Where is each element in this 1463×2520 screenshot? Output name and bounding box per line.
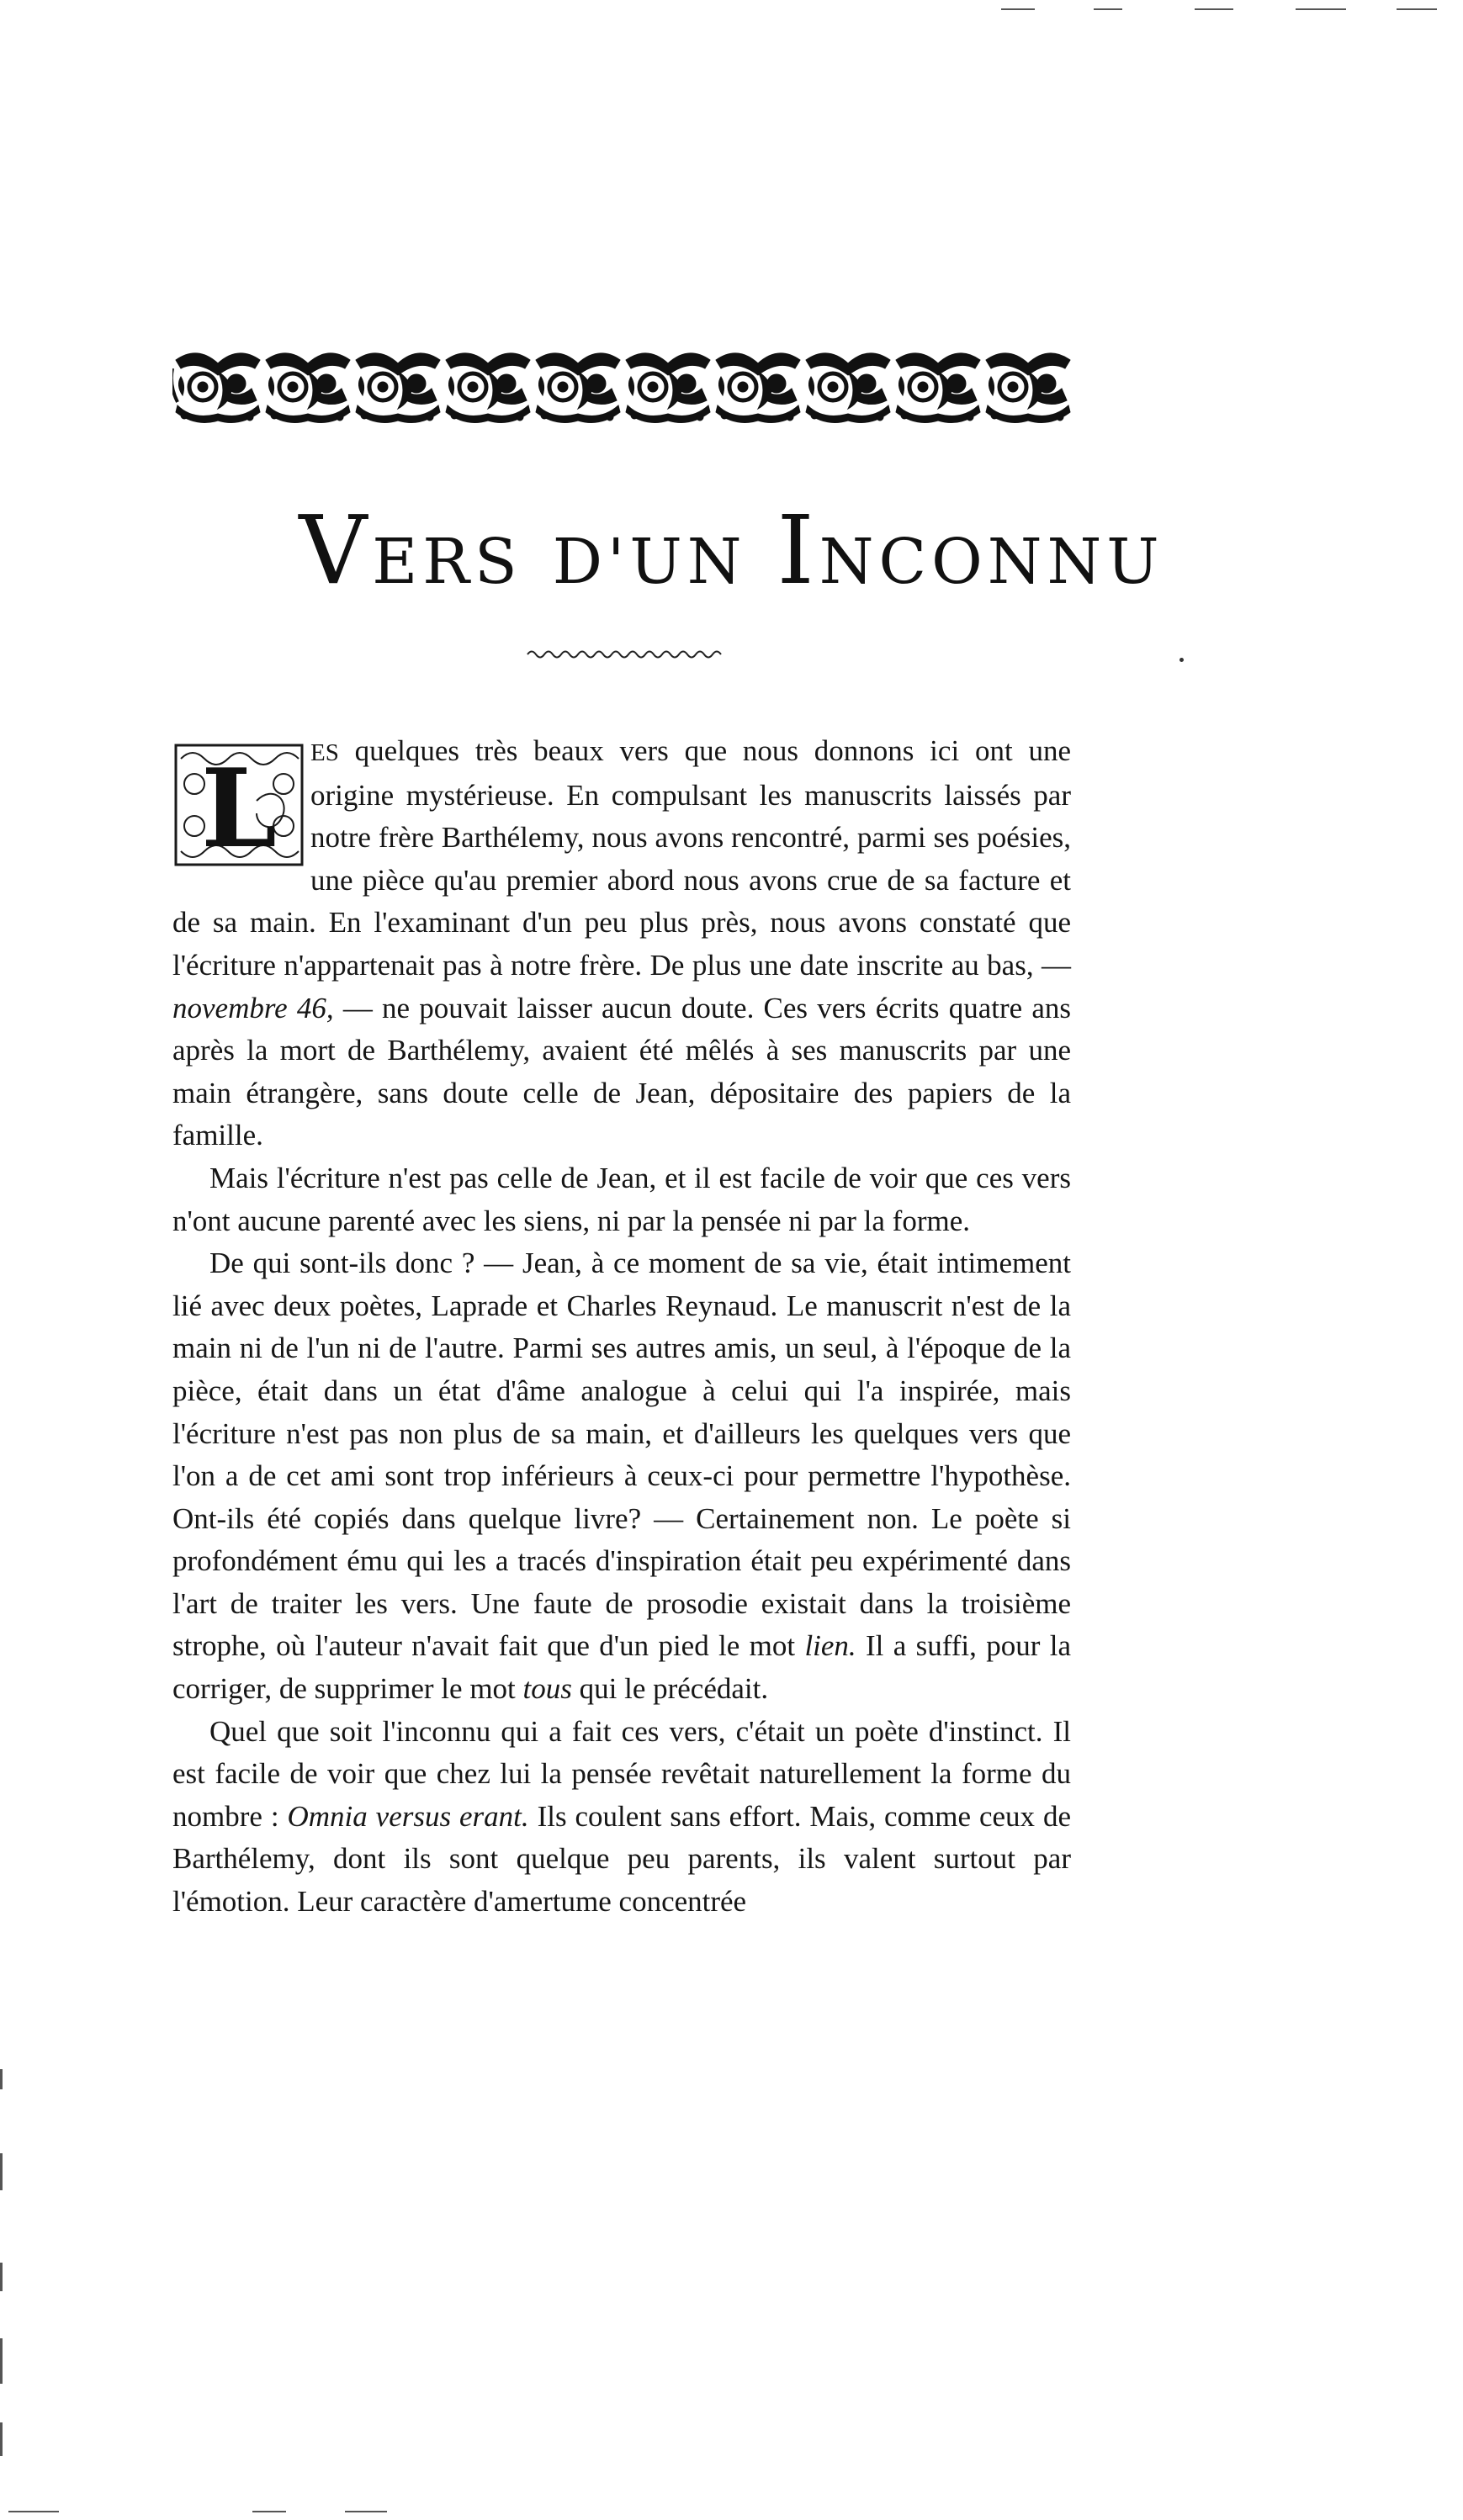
- paragraph-1: [172, 730, 1071, 1157]
- title-word-vers: ERS: [372, 526, 522, 598]
- dropcap-l-icon: [172, 742, 305, 868]
- paragraph-3: [172, 1242, 1071, 1711]
- scan-mark: [1001, 8, 1035, 10]
- wavy-rule: [526, 648, 724, 664]
- title-initial-v: V: [299, 496, 373, 606]
- paragraph-1-text-a: quelques très beaux vers que nous donnons ici ont une origine mystérieuse. En compulsant les manuscrits laissés par notre frère Barthélemy, nous avons rencontré, parmi ses poésies, une pièce qu'au premier abord nous avons crue de sa facture et de sa main. En l'examinant d'un peu plus près, nous avons constaté que l'écriture n'appartenait pas à notre frère. De plus une date inscrite au bas, —: [172, 734, 1071, 982]
- scan-mark: [1179, 658, 1184, 662]
- scan-mark: [0, 2422, 3, 2456]
- date-italic: novembre 46,: [172, 991, 334, 1024]
- page-title: [0, 496, 1463, 606]
- paragraph-2: [172, 1157, 1071, 1242]
- scan-mark: [345, 2511, 387, 2512]
- scan-mark: [0, 2153, 3, 2190]
- title-word-inconnu: NCONNU: [819, 526, 1164, 598]
- scan-mark: [1397, 8, 1437, 10]
- wavy-line-icon: [526, 648, 724, 661]
- scan-mark: [8, 2511, 59, 2512]
- scan-mark: [1195, 8, 1233, 10]
- scan-mark: [252, 2511, 286, 2512]
- ornamental-band: [172, 343, 1073, 424]
- title-word-dun: D'UN: [552, 526, 747, 598]
- scan-mark: [0, 2263, 3, 2291]
- paragraph-2-text: Mais l'écriture n'est pas celle de Jean, et il est facile de voir que ces vers n'ont aucune parenté avec les siens, ni par la pensée ni par la forme.: [172, 1161, 1071, 1237]
- svg-text:L: L: [201, 746, 277, 868]
- paragraph-3-text-c: qui le précédait.: [571, 1672, 769, 1706]
- italic-lien: lien.: [804, 1629, 856, 1663]
- title-initial-i: I: [777, 496, 819, 606]
- body-text: [172, 730, 1071, 1924]
- scan-mark: [0, 2338, 3, 2384]
- paragraph-4-text-a: Quel que soit l'inconnu qui a fait ces vers, c'était un poète d'instinct. Il est facile de voir que chez lui la pensée revêtait naturellement la forme du nombre :: [172, 1714, 1071, 1833]
- italic-latin-quote: Omnia versus erant.: [287, 1799, 529, 1833]
- floral-ornament-icon: [172, 343, 1073, 424]
- scan-mark: [0, 2069, 3, 2089]
- paragraph-4: [172, 1711, 1071, 1924]
- scan-mark: [1296, 8, 1346, 10]
- paragraph-4-text-b: Ils coulent sans effort. Mais, comme ceux de Barthélemy, dont ils sont quelque peu parents, ils valent surtout par l'émotion. Leur caractère d'amertume concentrée: [172, 1799, 1071, 1919]
- scan-mark: [1094, 8, 1122, 10]
- paragraph-1-text-b: — ne pouvait laisser aucun doute. Ces vers écrits quatre ans après la mort de Barthélemy, avaient été mêlés à ses manuscrits par une main étrangère, sans doute celle de Jean, dépositaire des papiers de la famille.: [172, 991, 1072, 1152]
- paragraph-3-text-a: De qui sont-ils donc ? — Jean, à ce moment de sa vie, était intimement lié avec deux poètes, Laprade et Charles Reynaud. Le manuscrit n'est de la main ni de l'un ni de l'autre. Parmi ses autres amis, un seul, à l'époque de la pièce, était dans un état d'âme analogue à celui qui l'a inspirée, mais l'écriture n'est pas non plus de sa main, et d'ailleurs les quelques vers que l'on a de cet ami sont trop inférieurs à ceux-ci pour permettre l'hypothèse. Ont-ils été copiés dans quelque livre? — Certainement non. Le poète si profondément ému qui les a tracés d'inspiration était peu expérimenté dans l'art de traiter les vers. Une faute de prosodie existait dans la troisième strophe, où l'auteur n'avait fait que d'un pied le mot: [172, 1247, 1071, 1663]
- italic-tous: tous: [522, 1672, 572, 1706]
- paragraph-3-text-b: Il a suffi, pour la corriger, de supprimer le mot: [172, 1629, 1071, 1706]
- first-word-ending: ES: [310, 739, 339, 766]
